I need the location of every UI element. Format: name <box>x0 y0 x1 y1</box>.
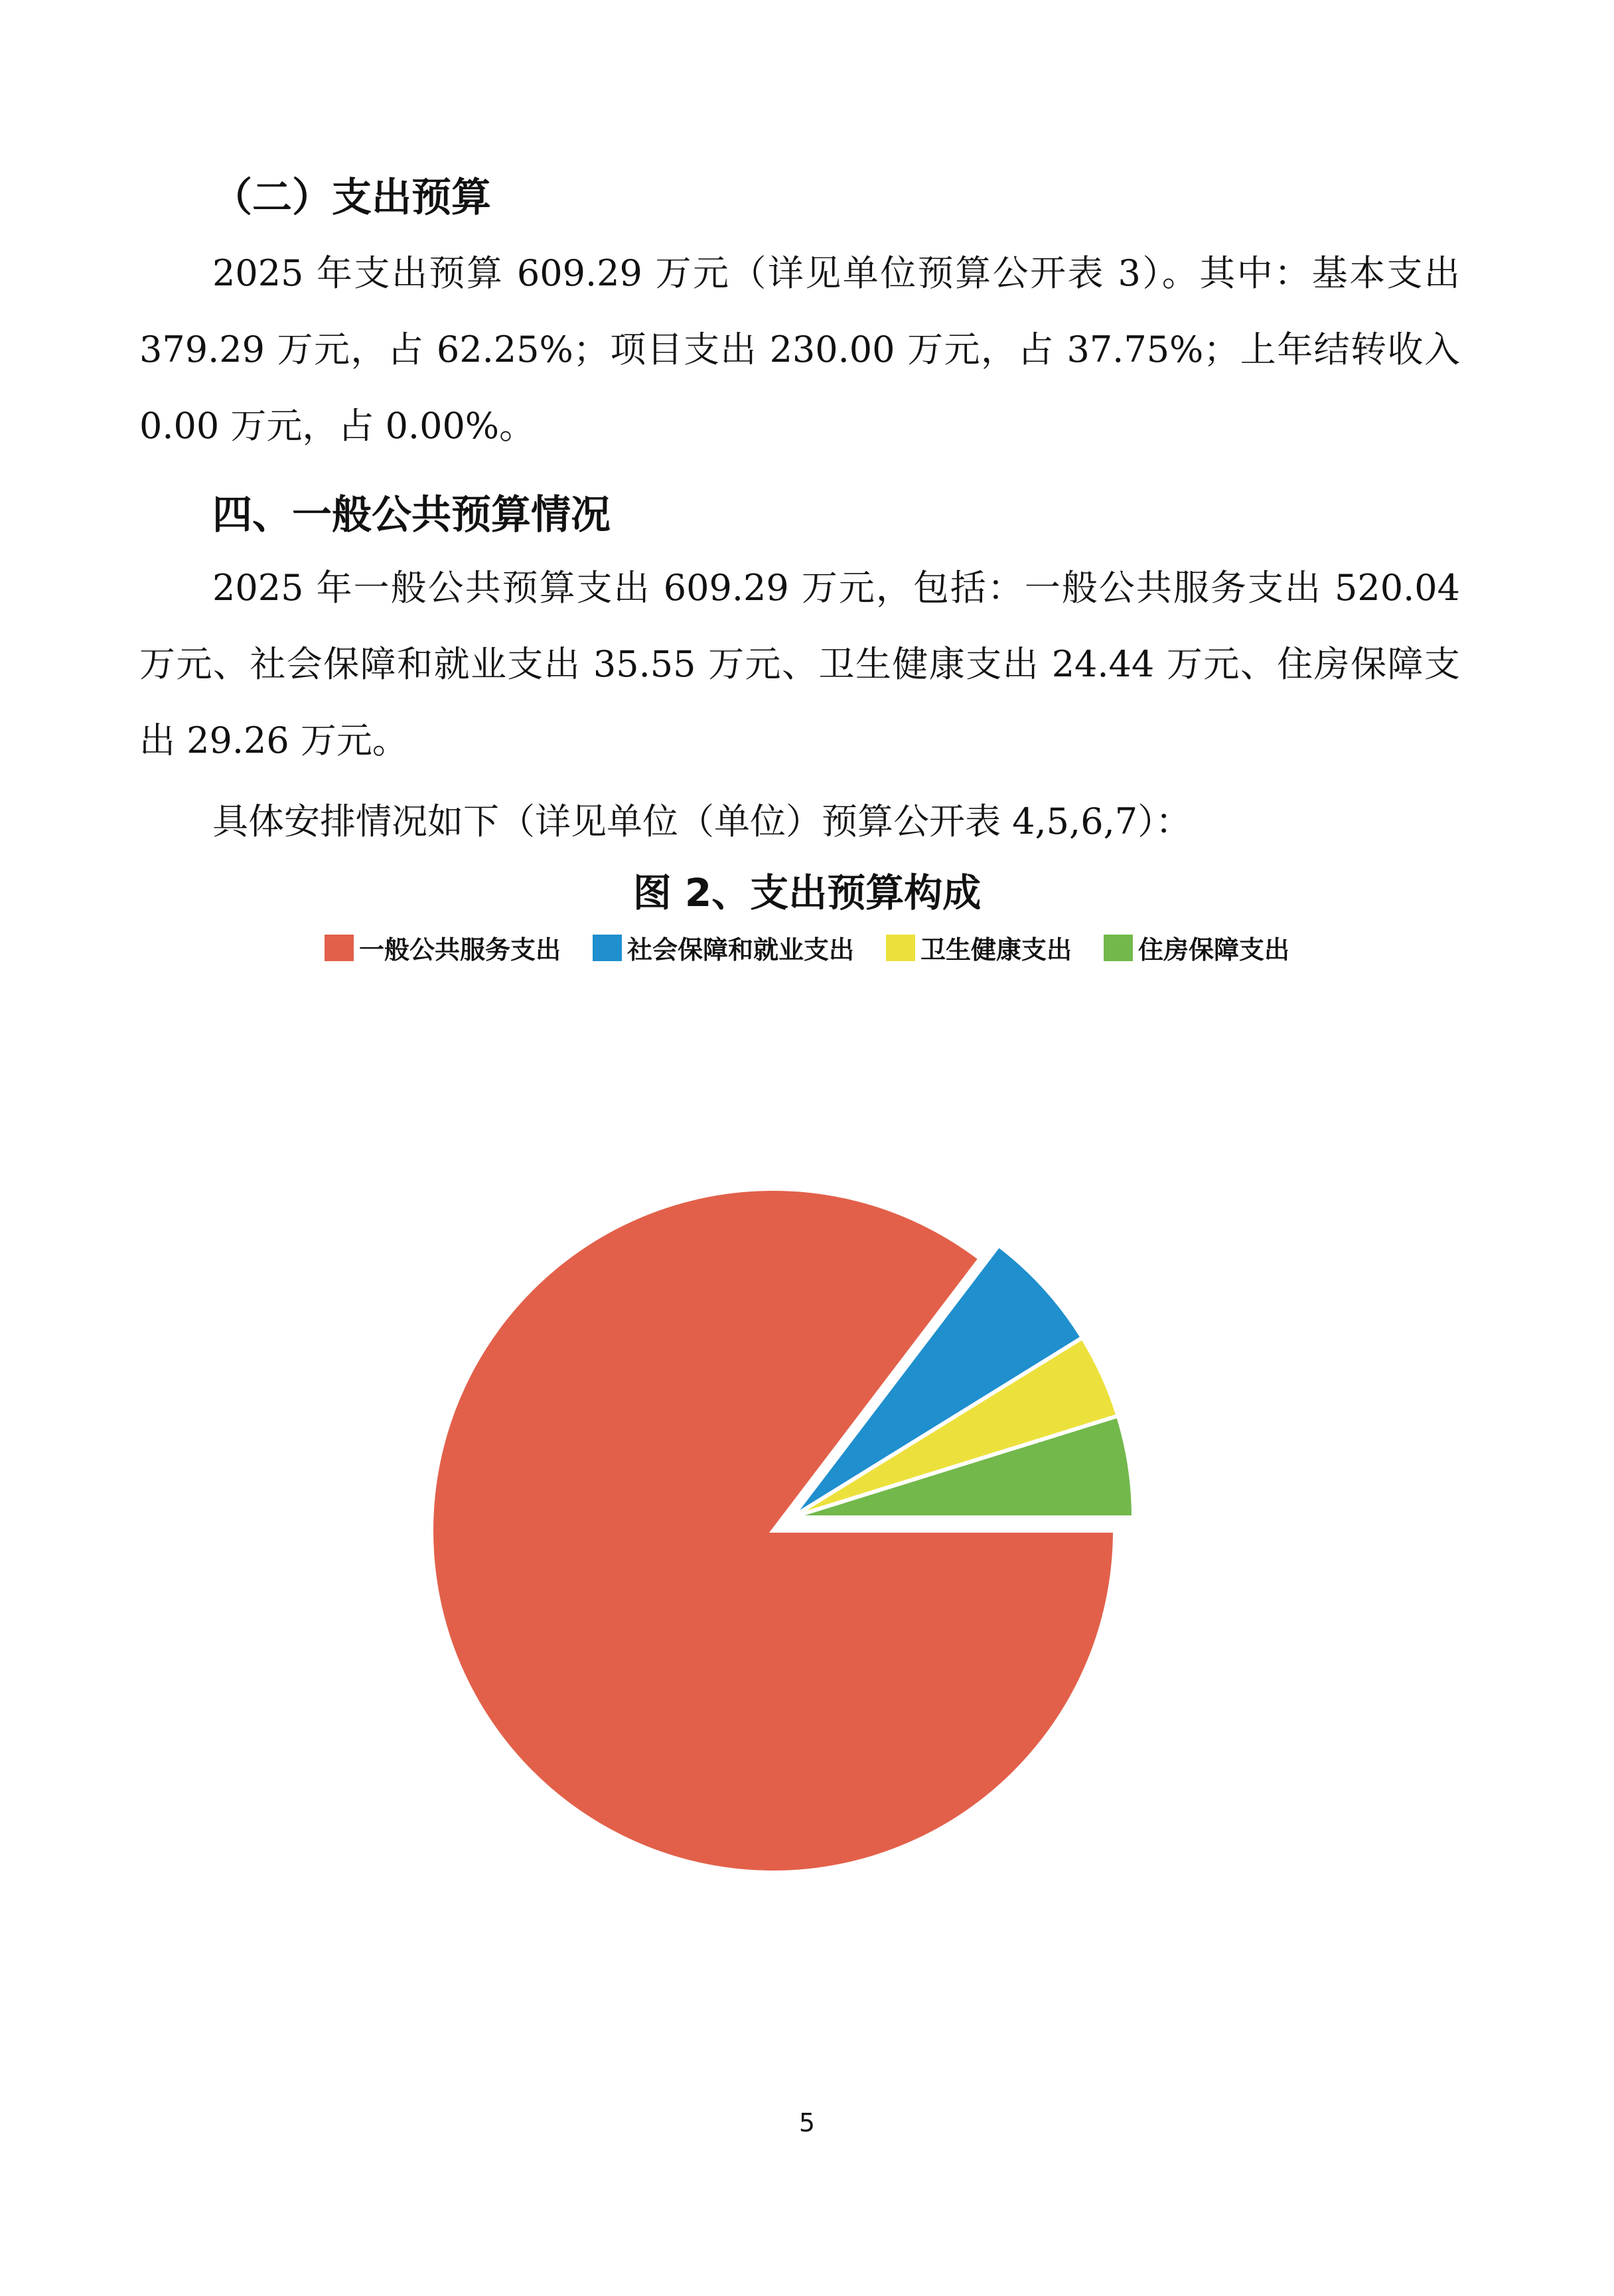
section-heading-expenditure-budget: （二）支出预算 <box>212 175 491 221</box>
legend-label-general-public-services: 一般公共服务支出 <box>358 935 561 964</box>
legend-item-health <box>886 929 1072 966</box>
legend-label-social-security: 社会保障和就业支出 <box>626 935 854 964</box>
section-heading-general-public-budget: 四、一般公共预算情况 <box>212 492 611 538</box>
general-public-budget-paragraph: 2025 年一般公共预算支出 609.29 万元，包括：一般公共服务支出 520.04 万元、社会保障和就业支出 35.55 万元、卫生健康支出 24.44 万元、住房保障支出 29.26 万元。 <box>139 567 1460 761</box>
legend-item-general-public-services <box>325 929 561 966</box>
legend-item-social-security <box>593 929 854 966</box>
chart-title: 图 2、支出预算构成 <box>632 870 982 915</box>
legend-swatch-health <box>886 935 915 961</box>
legend-label-health: 卫生健康支出 <box>920 935 1072 964</box>
arrangement-note: 具体安排情况如下（详见单位（单位）预算公开表 4,5,6,7）： <box>212 801 1192 842</box>
legend-swatch-general-public-services <box>325 935 354 961</box>
chart-legend <box>0 929 1614 966</box>
legend-swatch-social-security <box>593 935 622 961</box>
expenditure-pie-chart <box>0 1128 1614 1958</box>
expenditure-budget-paragraph: 2025 年支出预算 609.29 万元（详见单位预算公开表 3）。其中：基本支出 379.29 万元，占 62.25%；项目支出 230.00 万元，占 37.75%；上年结转收入 0.00 万元，占 0.00%。 <box>139 252 1460 447</box>
page-number: 5 <box>798 2108 816 2137</box>
legend-label-housing: 住房保障支出 <box>1138 935 1290 964</box>
legend-swatch-housing <box>1104 935 1133 961</box>
legend-item-housing <box>1104 929 1289 966</box>
